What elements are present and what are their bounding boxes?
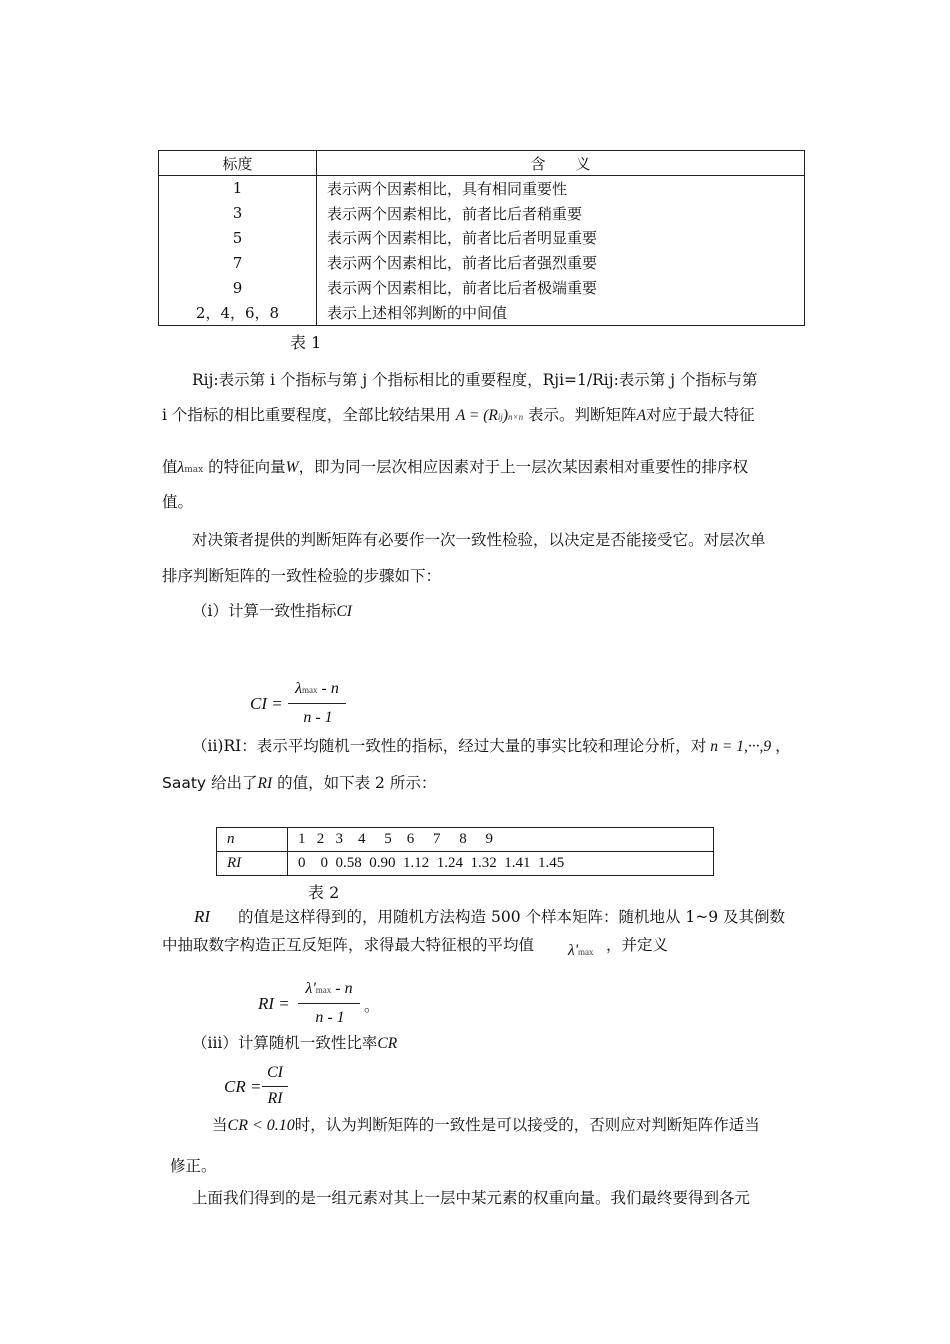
formula-var: CR [377,1035,398,1052]
text-span: - n [317,680,339,697]
fraction-bar [262,1086,288,1087]
ri-table-ri-header: RI [217,852,288,876]
meaning-cell: 表示两个因素相比，具有相同重要性 [317,176,805,201]
formula-lambda: λ' [305,980,316,997]
text-span: 值 [162,458,178,476]
text-span: i 个指标的相比重要程度，全部比较结果用 [162,406,451,424]
formula-subscript: max [302,685,318,695]
table-row [159,201,805,226]
scale-cell: 7 [159,250,317,275]
table-row [159,176,805,201]
fraction-bar [298,1003,360,1004]
text-span: 的值是这样得到的，用随机方法构造 500 个样本矩阵：随机地从 1~9 及其倒数 [238,908,786,926]
paragraph-line: 值。 [162,493,194,511]
step-heading [192,599,352,621]
formula-lambda-prime [568,942,594,960]
ci-formula-lhs: CI = [250,694,283,713]
text-span: Saaty [162,774,207,792]
text-span: - n [331,980,353,997]
paragraph-line [162,455,748,477]
table-row [159,300,805,325]
ri-table-n-header: n [217,828,288,852]
text-span: （i）计算一致性指标 [192,602,337,620]
ci-formula-numerator [287,680,347,698]
formula-range: n = 1,···,9 [710,738,772,755]
text-span: 的值，如下表 2 所示： [272,774,437,792]
text-span: 对应于最大特征 [646,406,755,424]
text-span: ，即为同一层次相应因素对于上一层次某因素相对重要性的排序权 [298,458,749,476]
text-span: ， [775,737,791,755]
formula-var: CI [336,603,352,620]
text-span: 时，认为判断矩阵的一致性是可以接受的，否则应对判断矩阵作适当 [294,1116,760,1134]
formula-subscript: max [184,465,204,475]
meaning-cell: 表示上述相邻判断的中间值 [317,300,805,325]
formula-lambda: λ [177,459,185,476]
paragraph-line [162,403,755,425]
paragraph-line [194,905,785,927]
paragraph-line: 上面我们得到的是一组元素对其上一层中某元素的权重向量。我们最终要得到各元 [192,1189,751,1207]
scale-table [158,150,805,326]
ri-formula-denominator: n - 1 [315,1009,345,1026]
table-row [159,275,805,300]
paragraph-line: 排序判断矩阵的一致性检验的步骤如下： [162,567,442,585]
formula-var: A [636,407,647,424]
formula-lambda: λ' [568,942,579,959]
scale-cell: 9 [159,275,317,300]
table-header-meaning: 含 义 [317,151,805,176]
table-row [217,852,714,876]
formula-var: RI [257,775,273,792]
table1-caption: 表 1 [290,333,322,352]
scale-cell: 1 [159,176,317,201]
ci-formula-denominator: n - 1 [303,709,333,726]
paragraph-line: Rij:表示第 i 个指标与第 j 个指标相比的重要程度，Rji=1/Rij:表示第 j 个指标与第 [192,371,758,389]
formula-condition: CR < 0.10 [227,1117,295,1134]
formula-subscript: max [578,947,594,957]
meaning-cell: 表示两个因素相比，前者比后者明显重要 [317,226,805,251]
formula-subscript: max [315,985,332,995]
ri-table [216,827,714,876]
paragraph-line: 修正。 [170,1157,217,1175]
formula-matrix: A = (R [455,407,498,424]
cr-formula-lhs: CR = [224,1077,262,1096]
text-span: 当 [212,1116,228,1134]
table-header-scale: 标度 [159,151,317,176]
formula-subscript: n×n [508,412,524,422]
ri-formula-end: 。 [364,997,380,1015]
text-span: 中抽取数字构造正互反矩阵，求得最大特征根的平均值 [162,936,535,954]
table-row [159,250,805,275]
step-heading [192,1031,397,1053]
paragraph-line [162,933,534,955]
formula-paren: ) [502,407,509,424]
ri-table-n-values: 1 2 3 4 5 6 7 8 9 [288,828,714,852]
cr-formula-denominator: RI [267,1090,283,1107]
meaning-cell: 表示两个因素相比，前者比后者强烈重要 [317,250,805,275]
text-span: 表示。判断矩阵 [523,406,637,424]
scale-cell: 5 [159,226,317,251]
formula-var: W [285,459,299,476]
scale-cell: 3 [159,201,317,226]
meaning-cell: 表示两个因素相比，前者比后者稍重要 [317,201,805,226]
paragraph-line [212,1113,760,1135]
cr-formula-numerator: CI [267,1064,283,1081]
paragraph-line: 对决策者提供的判断矩阵有必要作一次一致性检验，以决定是否能接受它。对层次单 [192,531,766,549]
formula-subscript: ij [497,412,503,422]
text-span: 的特征向量 [203,458,286,476]
paragraph-line: ，并定义 [606,936,669,954]
text-span: （ii)RI：表示平均随机一致性的指标，经过大量的事实比较和理论分析，对 [192,737,707,755]
text-span: 给出了 [206,774,258,792]
ri-formula-lhs: RI = [258,994,290,1013]
table-row [159,226,805,251]
table2-caption: 表 2 [308,883,340,902]
paragraph-line [192,734,791,756]
paragraph-line [162,771,436,793]
scale-cell: 2，4，6，8 [159,300,317,325]
formula-var: RI [194,907,211,926]
formula-lambda: λ [295,680,303,697]
ri-table-ri-values: 0 0 0.58 0.90 1.12 1.24 1.32 1.41 1.45 [288,852,714,876]
text-span: （iii）计算随机一致性比率 [192,1034,378,1052]
meaning-cell: 表示两个因素相比，前者比后者极端重要 [317,275,805,300]
table-row [217,828,714,852]
fraction-bar [288,703,346,704]
ri-formula-numerator [296,980,362,998]
